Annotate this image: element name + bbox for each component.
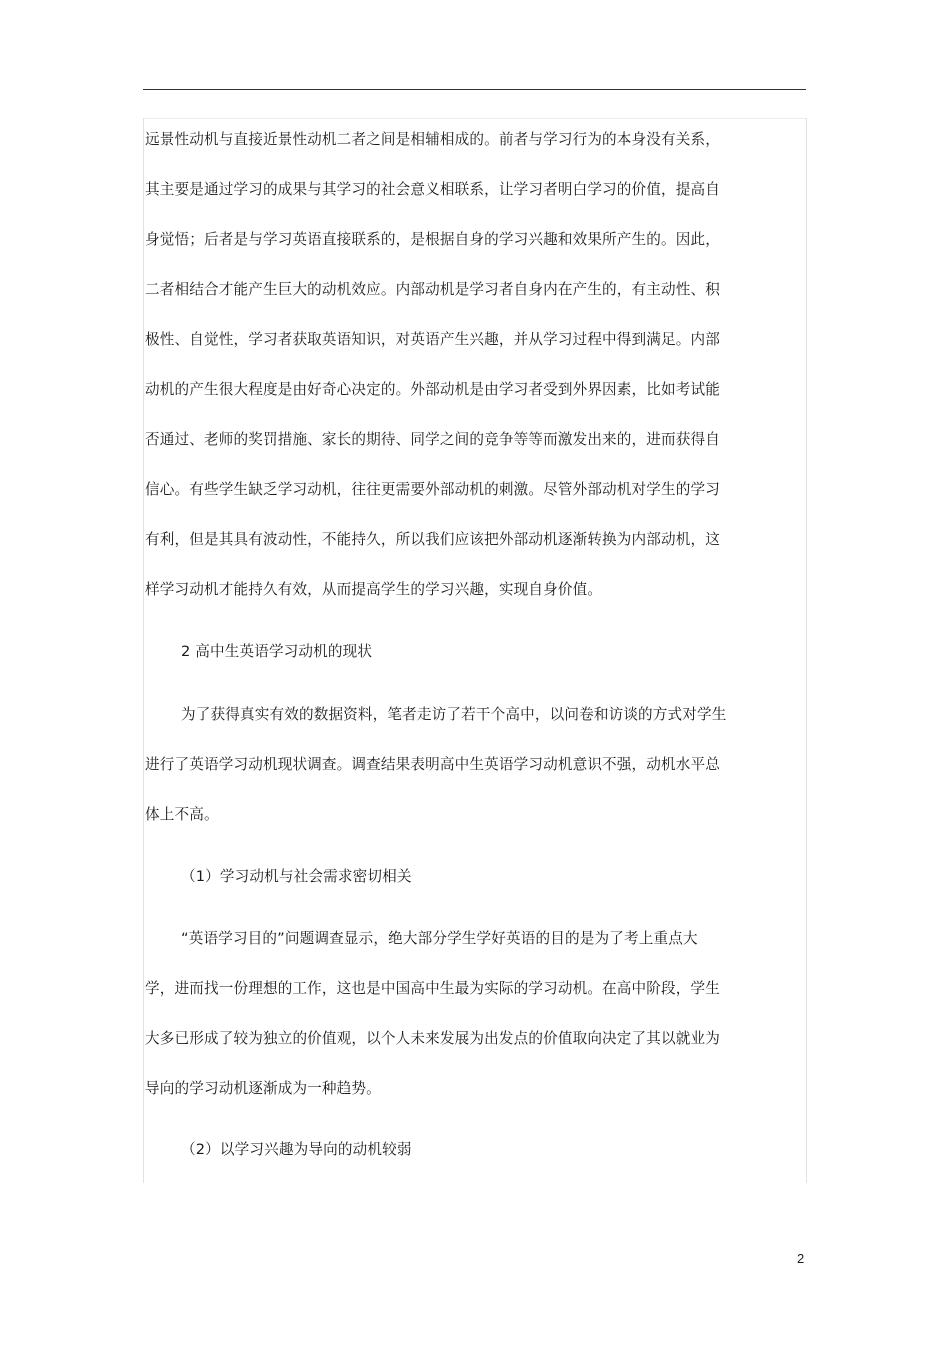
section-heading: 2 高中生英语学习动机的现状 (181, 643, 373, 660)
body-line: 导向的学习动机逐渐成为一种趋势。 (145, 1080, 381, 1097)
body-line: 进行了英语学习动机现状调查。调查结果表明高中生英语学习动机意识不强，动机水平总 (145, 756, 721, 773)
text-frame-left (143, 118, 144, 1183)
text-frame-right (806, 118, 807, 1183)
subsection-heading: （2）以学习兴趣为导向的动机较弱 (181, 1141, 412, 1158)
body-line: 二者相结合才能产生巨大的动机效应。内部动机是学习者自身内在产生的，有主动性、积 (145, 281, 721, 298)
body-line: 大多已形成了较为独立的价值观，以个人未来发展为出发点的价值取向决定了其以就业为 (145, 1030, 721, 1047)
body-line: 样学习动机才能持久有效，从而提高学生的学习兴趣，实现自身价值。 (145, 581, 603, 598)
body-line: 体上不高。 (145, 806, 219, 823)
body-line: 学，进而找一份理想的工作，这也是中国高中生最为实际的学习动机。在高中阶段，学生 (145, 980, 721, 997)
body-line: 身觉悟；后者是与学习英语直接联系的，是根据自身的学习兴趣和效果所产生的。因此， (145, 231, 721, 248)
body-line: 极性、自觉性，学习者获取英语知识，对英语产生兴趣，并从学习过程中得到满足。内部 (145, 331, 721, 348)
subsection-heading: （1）学习动机与社会需求密切相关 (181, 868, 412, 885)
body-line: 动机的产生很大程度是由好奇心决定的。外部动机是由学习者受到外界因素，比如考试能 (145, 381, 721, 398)
body-line: 否通过、老师的奖罚措施、家长的期待、同学之间的竞争等等而激发出来的，进而获得自 (145, 431, 721, 448)
page-number: 2 (797, 1251, 805, 1266)
text-frame-top (143, 118, 806, 119)
header-rule (143, 89, 806, 90)
body-line: 远景性动机与直接近景性动机二者之间是相辅相成的。前者与学习行为的本身没有关系， (145, 131, 721, 148)
body-line: “英语学习目的”问题调查显示，绝大部分学生学好英语的目的是为了考上重点大 (181, 930, 698, 947)
body-line: 为了获得真实有效的数据资料，笔者走访了若干个高中，以问卷和访谈的方式对学生 (181, 706, 727, 723)
body-line: 其主要是通过学习的成果与其学习的社会意义相联系，让学习者明白学习的价值，提高自 (145, 181, 721, 198)
body-line: 信心。有些学生缺乏学习动机，往往更需要外部动机的刺激。尽管外部动机对学生的学习 (145, 481, 721, 498)
body-line: 有利，但是其具有波动性，不能持久，所以我们应该把外部动机逐渐转换为内部动机，这 (145, 531, 721, 548)
